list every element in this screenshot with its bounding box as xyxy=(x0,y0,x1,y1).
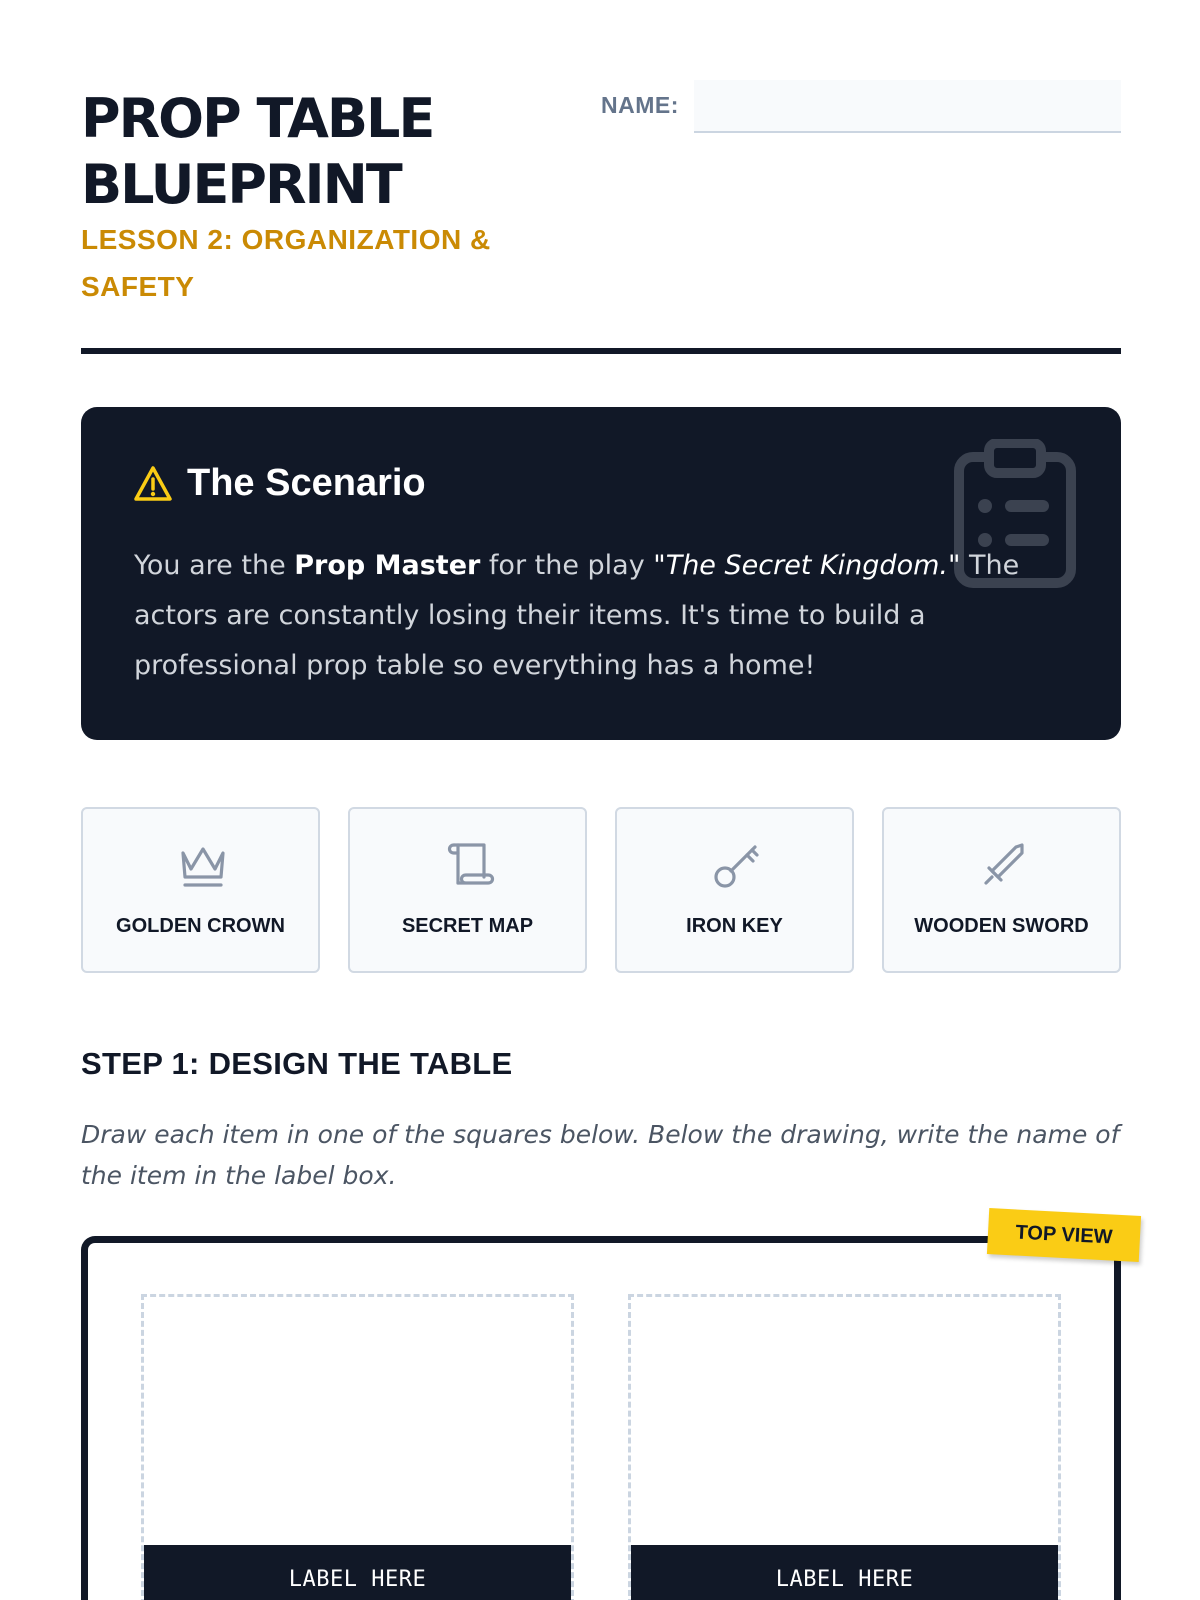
scenario-header xyxy=(133,462,426,505)
prop-label: WOODEN SWORD xyxy=(914,915,1089,937)
prop-label: IRON KEY xyxy=(686,915,783,937)
lesson-subtitle: LESSON 2: ORGANIZATION & SAFETY xyxy=(81,224,491,302)
prop-card-iron-key xyxy=(615,807,854,973)
scenario-card xyxy=(81,407,1121,740)
prop-card-golden-crown xyxy=(81,807,320,973)
slot-label-box[interactable]: LABEL HERE xyxy=(631,1545,1058,1600)
crown-icon xyxy=(177,839,229,891)
name-label: NAME: xyxy=(601,92,679,118)
page-header xyxy=(81,80,1121,354)
prop-master-text: Prop Master xyxy=(294,550,481,581)
drawing-slot[interactable] xyxy=(141,1294,574,1600)
drawing-slot[interactable] xyxy=(628,1294,1061,1600)
sword-icon xyxy=(978,839,1030,891)
step-1-instructions: Draw each item in one of the squares below. Below the drawing, write the name of the item in the label box. xyxy=(81,1120,1120,1190)
top-view-badge: TOP VIEW xyxy=(987,1208,1141,1262)
scenario-title: The Scenario xyxy=(187,462,426,504)
prop-label: SECRET MAP xyxy=(401,915,534,937)
key-icon xyxy=(711,839,763,891)
step-1-title: STEP 1: DESIGN THE TABLE xyxy=(81,1046,513,1081)
scenario-text: You are the Prop Master for the play "The Secret Kingdom." The actors are constantly losing their items. It's time to build a professional prop table so everything has a home! xyxy=(134,550,1020,681)
name-field[interactable] xyxy=(694,80,1121,133)
prop-card-wooden-sword xyxy=(882,807,1121,973)
warning-triangle-icon xyxy=(133,464,173,504)
page-title: PROP TABLE BLUEPRINT xyxy=(81,87,434,216)
prop-card-secret-map xyxy=(348,807,587,973)
props-list xyxy=(81,807,1121,973)
play-title-text: "The Secret Kingdom." xyxy=(653,550,961,581)
slot-label-box[interactable]: LABEL HERE xyxy=(144,1545,571,1600)
prop-label: GOLDEN CROWN xyxy=(116,915,285,937)
scroll-icon xyxy=(444,839,496,891)
